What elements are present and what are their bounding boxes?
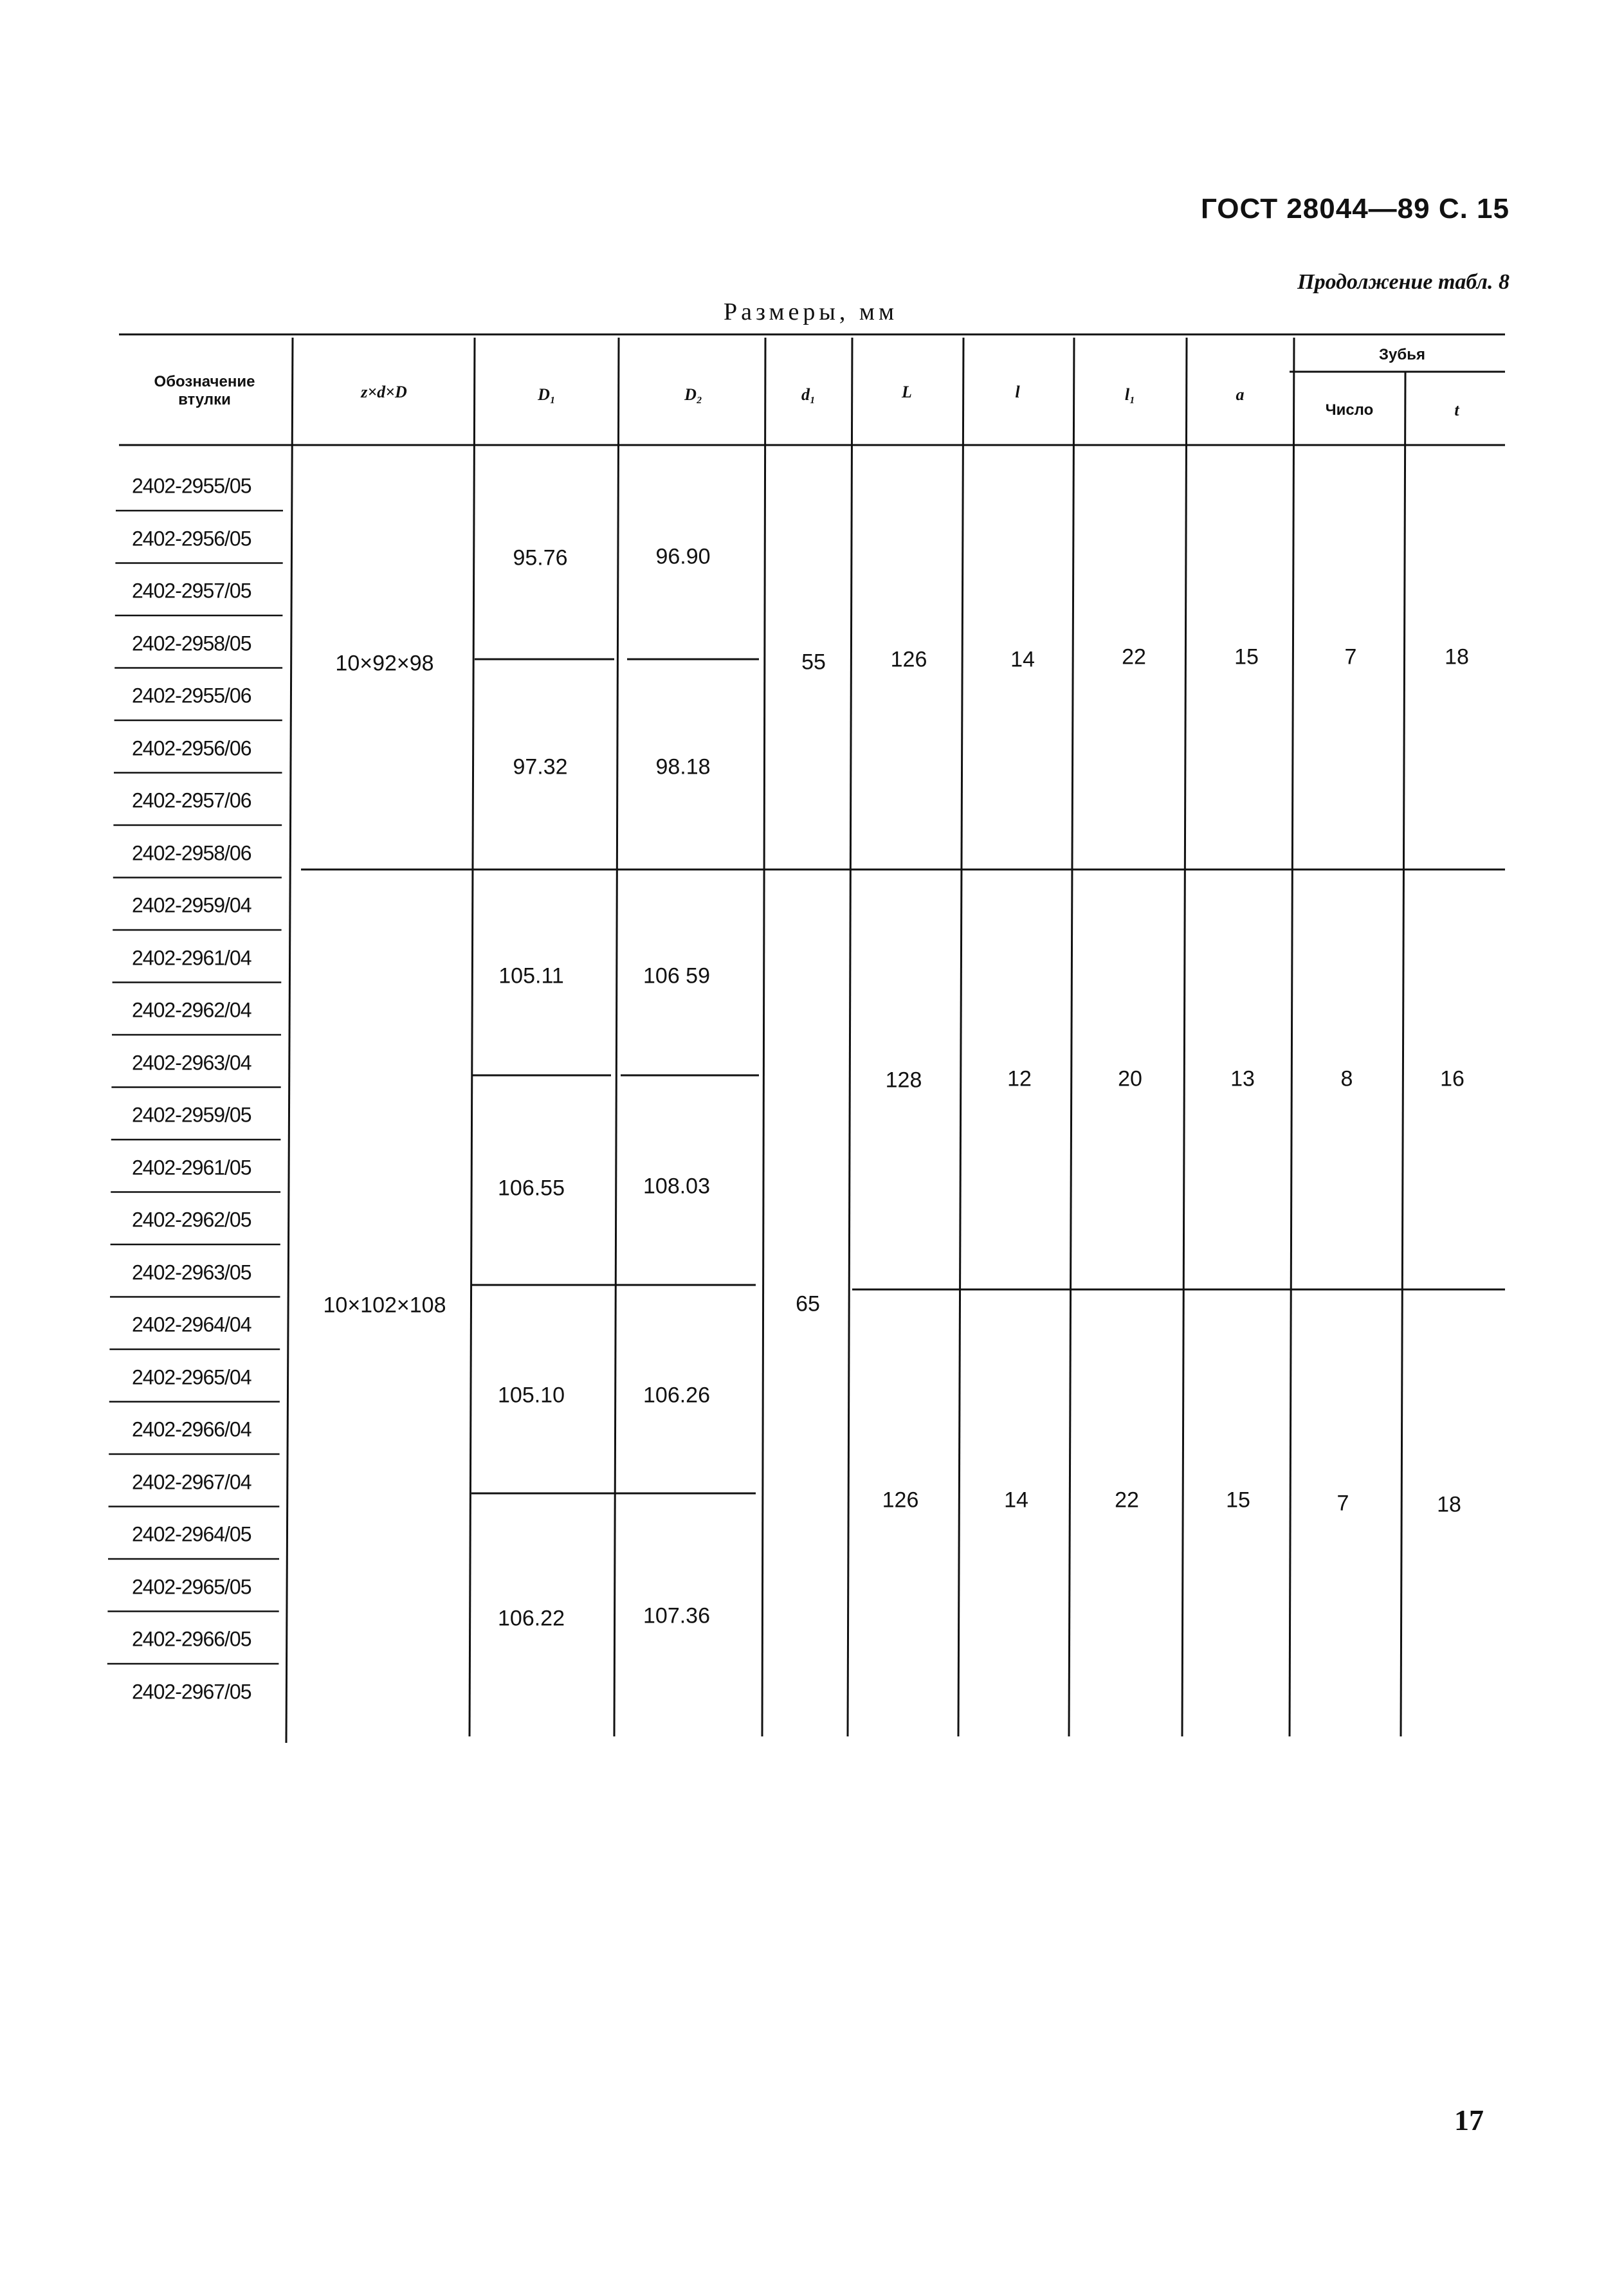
cell-a-2: 13 xyxy=(1230,1066,1255,1091)
header-d1: d₁ xyxy=(801,385,816,404)
table-row-designation: 2402-2958/05 xyxy=(132,632,251,655)
table-row-designation: 2402-2956/05 xyxy=(132,527,251,550)
table-row-designation: 2402-2962/05 xyxy=(132,1208,251,1232)
cell-teeth-count-2: 8 xyxy=(1340,1066,1353,1091)
cell-L-3: 126 xyxy=(882,1488,919,1513)
cell-D2-2: 98.18 xyxy=(655,754,711,779)
cell-d1-2: 65 xyxy=(796,1291,820,1316)
table-row-designation: 2402-2965/04 xyxy=(132,1365,251,1388)
table-row-designation: 2402-2966/05 xyxy=(132,1627,251,1651)
table-row-designation: 2402-2957/06 xyxy=(132,788,251,812)
header-l: l xyxy=(1015,383,1020,401)
table-row-designation: 2402-2964/05 xyxy=(132,1522,251,1546)
table-row-designation: 2402-2955/06 xyxy=(132,684,251,707)
table-row-designation: 2402-2959/05 xyxy=(132,1103,251,1127)
cell-l-2: 12 xyxy=(1007,1066,1032,1091)
cell-l-1: 14 xyxy=(1010,647,1035,672)
cell-l-3: 14 xyxy=(1004,1488,1028,1513)
table-row-designation: 2402-2957/05 xyxy=(132,579,251,603)
cell-d1-1: 55 xyxy=(801,650,826,675)
header-teeth-count: Число xyxy=(1325,401,1374,419)
cell-l1-3: 22 xyxy=(1115,1488,1139,1513)
cell-l1-1: 22 xyxy=(1122,644,1146,669)
cell-a-1: 15 xyxy=(1234,644,1259,669)
table-row-designation: 2402-2963/05 xyxy=(132,1261,251,1284)
cell-D2-4: 108.03 xyxy=(643,1174,710,1199)
cell-t-2: 16 xyxy=(1440,1066,1464,1091)
header-L: L xyxy=(902,383,912,401)
cell-D2-5: 106.26 xyxy=(643,1383,710,1408)
cell-D2-6: 107.36 xyxy=(643,1603,710,1628)
table-row-designation: 2402-2967/05 xyxy=(132,1680,251,1703)
header-t: t xyxy=(1454,401,1459,419)
header-zdD: z×d×D xyxy=(361,383,407,401)
cell-teeth-count-3: 7 xyxy=(1337,1491,1349,1516)
table-row-designation: 2402-2955/05 xyxy=(132,474,251,498)
header-designation: Обозначение втулки xyxy=(154,373,255,408)
cell-D1-4: 106.55 xyxy=(498,1176,565,1201)
cell-zdD-2: 10×102×108 xyxy=(323,1293,446,1318)
cell-l1-2: 20 xyxy=(1118,1066,1142,1091)
table-row-designation: 2402-2961/04 xyxy=(132,946,251,969)
page-number: 17 xyxy=(1454,2104,1484,2136)
table-row-designation: 2402-2956/06 xyxy=(132,736,251,760)
cell-teeth-count-1: 7 xyxy=(1344,644,1357,669)
table-row-designation: 2402-2961/05 xyxy=(132,1156,251,1179)
cell-D2-1: 96.90 xyxy=(655,544,711,569)
table-row-designation: 2402-2966/04 xyxy=(132,1417,251,1441)
header-D2: D₂ xyxy=(684,385,702,404)
cell-D2-3: 106 59 xyxy=(643,963,710,988)
header-a: a xyxy=(1236,385,1245,404)
header-D1: D₁ xyxy=(538,385,556,404)
table-row-designation: 2402-2959/04 xyxy=(132,893,251,917)
table-row-designation: 2402-2967/04 xyxy=(132,1470,251,1493)
table-row-designation: 2402-2958/06 xyxy=(132,841,251,864)
header-l1: l₁ xyxy=(1124,385,1136,404)
table-row-designation: 2402-2963/04 xyxy=(132,1051,251,1074)
table-row-designation: 2402-2962/04 xyxy=(132,998,251,1022)
cell-D1-6: 106.22 xyxy=(498,1606,565,1631)
cell-D1-3: 105.11 xyxy=(498,963,564,988)
cell-zdD-1: 10×92×98 xyxy=(335,651,434,676)
table-continuation-note: Продолжение табл. 8 xyxy=(1297,270,1510,294)
cell-D1-1: 95.76 xyxy=(513,545,568,570)
cell-D1-2: 97.32 xyxy=(513,754,568,779)
cell-t-1: 18 xyxy=(1445,644,1469,669)
cell-D1-5: 105.10 xyxy=(498,1383,565,1408)
table-row-designation: 2402-2965/05 xyxy=(132,1575,251,1598)
header-teeth: Зубья xyxy=(1379,346,1425,363)
units-caption: Размеры, мм xyxy=(724,298,899,325)
cell-a-3: 15 xyxy=(1226,1488,1250,1513)
cell-L-2: 128 xyxy=(885,1068,922,1093)
table-row-designation: 2402-2964/04 xyxy=(132,1313,251,1336)
cell-L-1: 126 xyxy=(890,647,927,672)
document-header: ГОСТ 28044—89 С. 15 xyxy=(1200,193,1510,224)
cell-t-3: 18 xyxy=(1437,1492,1461,1517)
